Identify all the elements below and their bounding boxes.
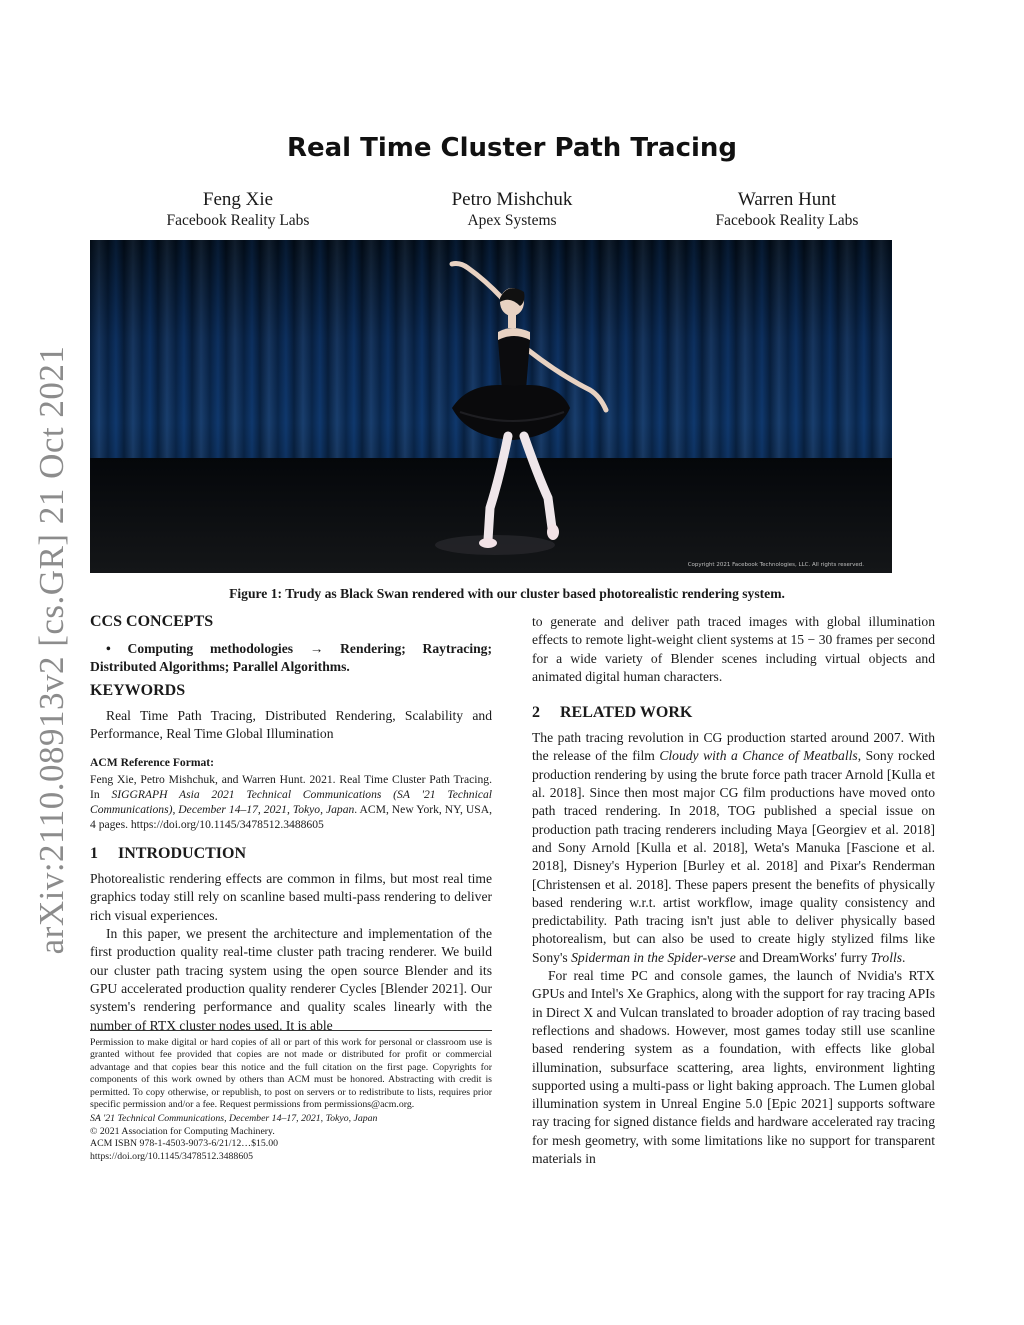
- intro-paragraph-2: In this paper, we present the architecture and implementation of the first production quality real-time cluster path tracing renderer. We build our cluster path tracing system using the open source Blender and its GPU accelerated production quality renderer Cycles [Blender 2021]. Our system's rendering performance and quality scales linearly with the number of RTX cluster nodes used. It is able: [90, 926, 492, 1033]
- author-name: Petro Mishchuk: [451, 189, 573, 210]
- ccs-heading: CCS CONCEPTS: [90, 613, 214, 630]
- footnote-rule: [90, 1030, 492, 1031]
- section-number: 2: [532, 704, 540, 722]
- arxiv-stamp: arXiv:2110.08913v2 [cs.GR] 21 Oct 2021: [32, 345, 71, 955]
- acm-ref-venue: SIGGRAPH Asia 2021 Technical Communications (SA '21 Technical Communications), December 14–17, 2021, Tokyo, Japan: [90, 788, 492, 817]
- author-name: Warren Hunt: [737, 189, 837, 210]
- left-column: [90, 612, 492, 1035]
- permission-venue: [90, 1113, 492, 1125]
- acm-ref-heading: ACM Reference Format:: [90, 756, 215, 770]
- section-title: INTRODUCTION: [118, 845, 247, 863]
- author-block-2: [382, 188, 642, 230]
- author-affiliation: Facebook Reality Labs: [715, 212, 859, 229]
- right-column: [532, 613, 935, 1168]
- keywords-text: Real Time Path Tracing, Distributed Rendering, Scalability and Performance, Real Time Global Illumination: [90, 707, 492, 741]
- acm-ref-text: [90, 772, 492, 832]
- permission-venue-text: SA '21 Technical Communications, December 14–17, 2021, Tokyo, Japan: [90, 1113, 378, 1125]
- intro-paragraph-1: Photorealistic rendering effects are common in films, but most real time graphics today still rely on scanline based multi-pass rendering to deliver rich visual experiences.: [90, 871, 492, 923]
- intro-continued: to generate and deliver path traced images with global illumination effects to remote light-weight client systems at 15 − 30 frames per second for a wide variety of Blender scenes including virtual objects and animated digital human characters.: [532, 614, 935, 684]
- figure-caption: Figure 1: Trudy as Black Swan rendered with our cluster based photorealistic rendering system.: [229, 586, 785, 601]
- ccs-text: • Computing methodologies → Rendering; Raytracing; Distributed Algorithms; Parallel Algorithms.: [90, 641, 492, 675]
- permission-block: [90, 1037, 492, 1163]
- section-title: RELATED WORK: [560, 704, 693, 722]
- permission-doi: https://doi.org/10.1145/3478512.3488605: [90, 1150, 254, 1162]
- related-text: , Sony rocked production rendering by using the brute force path tracer Arnold [Kulla et al. 2018]. Since then most major CG film productions have moved onto path traced rendering. In 2018, TOG published a special issue on production path tracing renderers including Maya [Georgiev et al. 2018] and Sony Arnold [Kulla et al. 2018], Weta's Manuka [Fascione et al. 2018], Disney's Hyperion [Burley et al. 2018] and Pixar's Renderman [Christensen et al. 2018]. These papers present the benefits of physically based rendering w.r.t. artist workflow, image quality consistency and predictability. Path tracing isn't just able to deliver physically based photorealism, but can also be used to create higly stylized films like Sony's: [532, 748, 935, 965]
- paper-title: Real Time Cluster Path Tracing: [286, 133, 738, 163]
- related-paragraph-2: For real time PC and console games, the launch of Nvidia's RTX GPUs and Intel's Xe Graphics, along with the support for ray tracing APIs in Direct X and Vulcan translated to broader adoption of ray tracing based reflections and shadows. However, most games today still use scanline based rendering system as a foundation, with effects like global illumination, subsurface scattering, area lights, environment lighting supported using a multi-pass or light baking approach. The Lumen global illumination system in Unreal Engine 5.0 [Epic 2021] supports software ray tracing for signed distance fields and hardware accelerated ray tracing for mesh geometry, with some limitations like no support for transparent materials in: [532, 968, 936, 1167]
- related-paragraph-1: [532, 729, 935, 967]
- permission-copyright: © 2021 Association for Computing Machinery.: [90, 1125, 275, 1137]
- image-copyright: Copyright 2021 Facebook Technologies, LLC. All rights reserved.: [687, 562, 864, 568]
- ballerina-figure: [90, 240, 892, 573]
- related-heading: [532, 703, 935, 723]
- author-name: Feng Xie: [202, 189, 274, 210]
- author-affiliation: Apex Systems: [467, 212, 557, 229]
- related-text: The path tracing revolution in CG production started around 2007. With the release of the film: [532, 730, 935, 764]
- section-number: 1: [90, 845, 98, 863]
- related-text: and DreamWorks' furry: [735, 949, 871, 965]
- film-title: Trolls: [870, 949, 903, 965]
- intro-heading: [90, 844, 492, 864]
- film-title: Cloudy with a Chance of Meatballs: [659, 748, 858, 764]
- keywords-heading: KEYWORDS: [90, 681, 186, 699]
- author-block-3: [657, 188, 917, 230]
- acm-ref-rest: . ACM, New York, NY, USA, 4 pages. https://doi.org/10.1145/3478512.3488605: [90, 803, 492, 832]
- author-block-1: [108, 188, 368, 230]
- teaser-image: [90, 240, 892, 573]
- permission-isbn: ACM ISBN 978-1-4503-9073-6/21/12…$15.00: [90, 1138, 279, 1150]
- acm-ref-authors: Feng Xie, Petro Mishchuk, and Warren Hunt. 2021. Real Time Cluster Path Tracing. In: [90, 773, 492, 802]
- author-affiliation: Facebook Reality Labs: [166, 212, 310, 229]
- film-title: Spiderman in the Spider-verse: [571, 949, 736, 965]
- related-text: .: [902, 949, 906, 965]
- permission-text: Permission to make digital or hard copies of all or part of this work for personal or classroom use is granted without fee provided that copies are not made or distributed for profit or commercial advantage and that copies bear this notice and the full citation on the first page. Copyrights for components of this work owned by others than ACM must be honored. Abstracting with credit is permitted. To copy otherwise, or republish, to post on servers or to redistribute to lists, requires prior specific permission and/or a fee. Request permissions from permissions@acm.org.: [90, 1037, 492, 1111]
